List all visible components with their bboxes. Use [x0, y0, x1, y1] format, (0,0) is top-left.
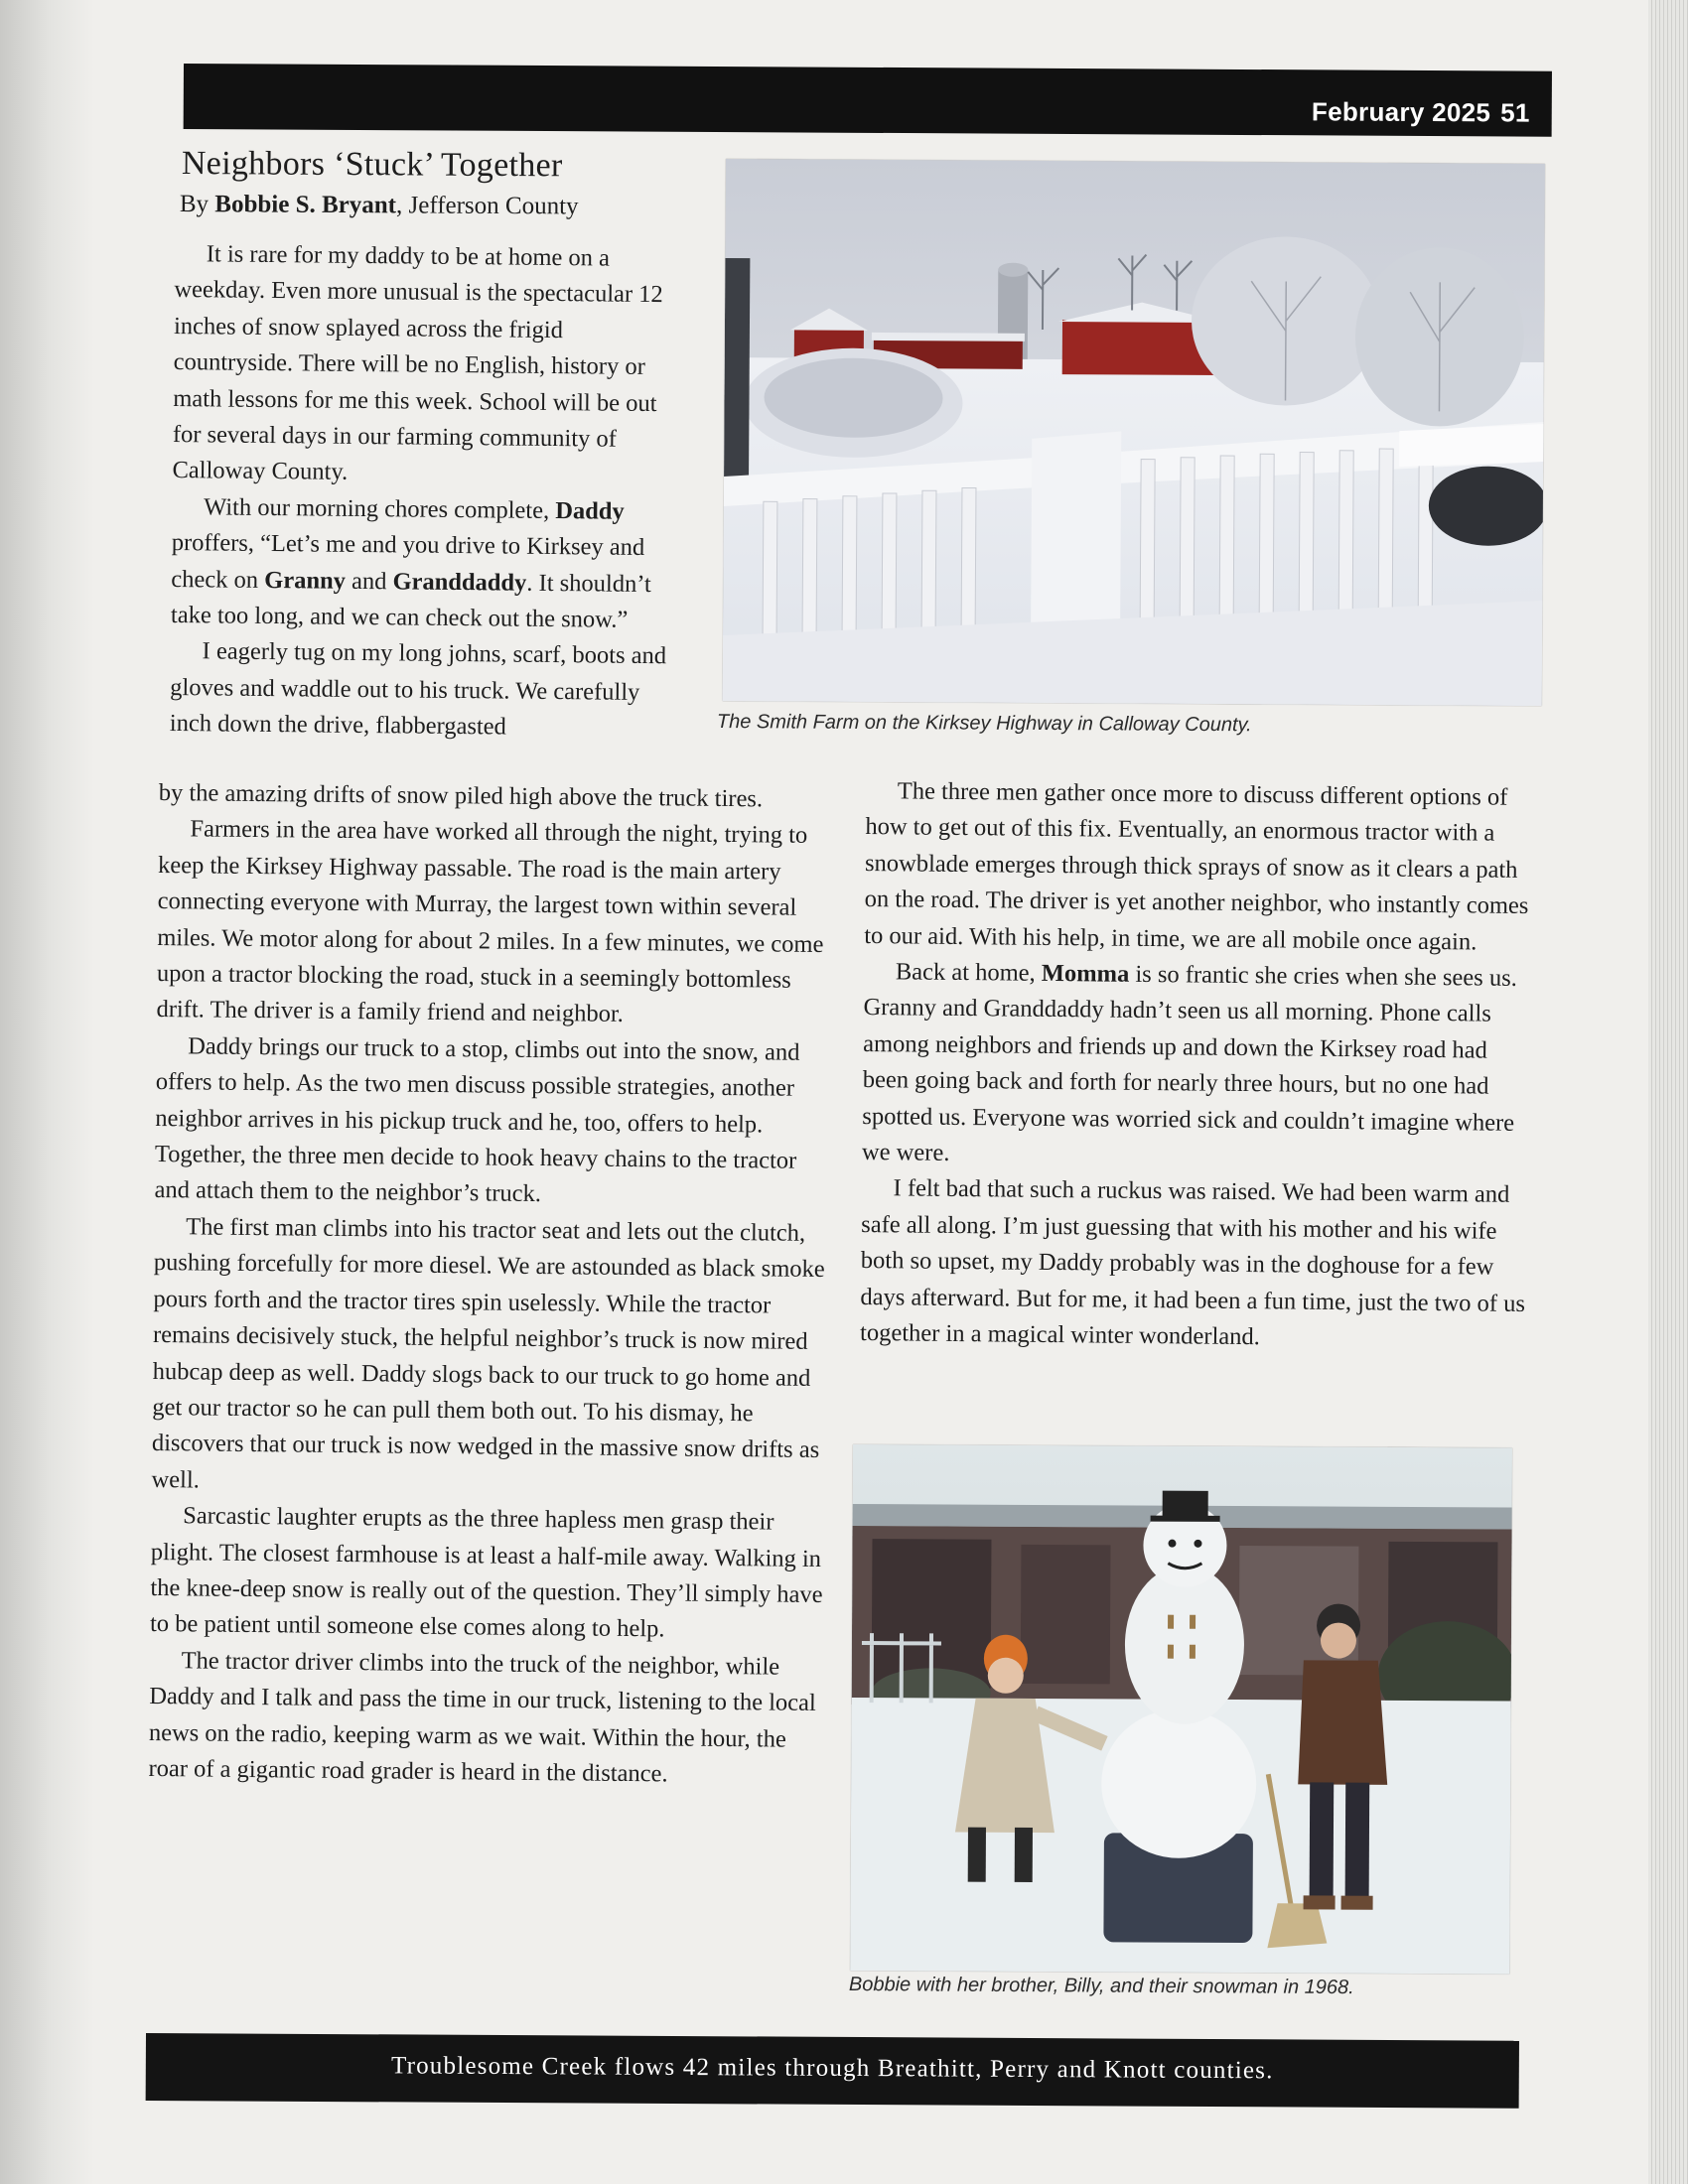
paragraph-5: Daddy brings our truck to a stop, climbs out into the snow, and offers to help. As the two men discuss possible strategies, another neighbor arrives in his pickup truck and he, too, offers to help. Together, the three men decide to hook heavy chains to the tractor and attach them to the neighbor’s truck. [154, 1032, 800, 1208]
paragraph-3a: I eagerly tug on my long johns, scarf, boots and gloves and waddle out to his truck. We carefully inch down the drive, flabbergasted [169, 637, 667, 741]
paragraph-11: I felt bad that such a ruckus was raised. We had been warm and safe all along. I’m just guessing that with his mother and his wife both so upset, my Daddy probably was in the doghouse for a few days afterward. But for me, it had been a fun time, just the two of us together in a magical winter wonderland. [859, 1174, 1526, 1351]
byline [180, 191, 579, 220]
footer-bar [146, 2033, 1519, 2109]
issue-date: February 2025 [1311, 96, 1491, 128]
paragraph-2 [171, 489, 686, 639]
p2-daddy: Daddy [555, 496, 625, 525]
paragraph-1: It is rare for my daddy to be at home on a weekday. Even more unusual is the spectacular 12 inches of snow splayed across the frigid countryside. There will be no English, history or math lessons for me this week. School will be out for several days in our farming community of Calloway County. [172, 240, 663, 486]
author-location: , Jefferson County [395, 192, 579, 220]
p10-text-b: is so frantic she cries when she sees us. Granny and Granddaddy hadn’t seen us all morning. Phone calls among neighbors and friends up and down the Kirksey road had been going back and forth for nearly three hours, but no one had spotted us. Everyone was worried sick and couldn’t imagine where we were. [861, 960, 1517, 1166]
p2-text-b: proffers, “Let’s me and you drive to Kirksey and check on [171, 529, 645, 594]
byline-prefix: By [179, 191, 215, 218]
snowman-photo [850, 1444, 1512, 1974]
p2-text-c: and [345, 567, 393, 595]
header-text [1302, 96, 1530, 128]
p2-granddaddy: Granddaddy [392, 567, 527, 597]
author-name: Bobbie S. Bryant [214, 191, 397, 219]
column-right [860, 773, 1539, 1359]
paragraph-7: Sarcastic laughter erupts as the three hapless men grasp their plight. The closest farmhouse is at least a half-mile away. Walking in the knee-deep snow is really out of the question. They’ll simply have to be patient until someone else comes along to help. [149, 1502, 823, 1643]
page-gutter-shadow [0, 0, 94, 2184]
paragraph-3b: by the amazing drifts of snow piled high above the truck tires. [158, 778, 764, 813]
paragraph-8: The tractor driver climbs into the truck of the neighbor, while Daddy and I talk and pass the time in our truck, listening to the local news on the radio, keeping warm as we wait. Within the hour, the roar of a gigantic road grader is heard in the distance. [148, 1647, 816, 1788]
p2-text-d: . It shouldn’t take too long, and we can check out the snow.” [170, 569, 651, 633]
footer-tagline: Troublesome Creek flows 42 miles through Breathitt, Perry and Knott counties. [390, 2052, 1274, 2085]
p2-text-a: With our morning chores complete, [204, 493, 556, 524]
snowman-photo-illustration [850, 1444, 1512, 1974]
page-number: 51 [1500, 97, 1530, 128]
farm-photo-caption: The Smith Farm on the Kirksey Highway in Calloway County. [716, 711, 1252, 737]
page-edge-stack [1648, 0, 1688, 2184]
column-left-lower [148, 775, 836, 1794]
snowman-photo-caption: Bobbie with her brother, Billy, and their snowman in 1968. [848, 1974, 1354, 1999]
paragraph-9: The three men gather once more to discuss different options of how to get out of this fix. Eventually, an enormous tractor with a snowblade emerges through thick sprays of snow as it clears a path on the road. The driver is yet another neighbor, who instantly comes to our aid. With his help, in time, we are all mobile once again. [864, 777, 1529, 956]
p10-momma: Momma [1041, 959, 1130, 988]
farm-photo-illustration [723, 159, 1545, 706]
farm-photo [723, 159, 1545, 706]
paragraph-4: Farmers in the area have worked all through the night, trying to keep the Kirksey Highway passable. The road is the main artery connecting everyone with Murray, the largest town within several miles. We motor along for about 2 miles. In a few minutes, we come upon a tractor blocking the road, stuck in a seemingly bottomless drift. The driver is a family friend and neighbor. [156, 815, 824, 1028]
p10-text-a: Back at home, [895, 958, 1042, 987]
paragraph-10 [862, 954, 1537, 1178]
article-title: Neighbors ‘Stuck’ Together [181, 145, 563, 185]
column-left-upper [170, 236, 689, 748]
header-bar [184, 64, 1552, 137]
paragraph-6: The first man climbs into his tractor seat and lets out the clutch, pushing forcefully for more diesel. We are astounded as black smoke pours forth and the tractor tires spin uselessly. While the tractor remains decisively stuck, the helpful neighbor’s truck is now mired hubcap deep as well. Daddy slogs back to our truck to go home and get our tractor so he can pull them both out. To his dismay, he discovers that our truck is now wedged in the massive snow drifts as well. [151, 1213, 825, 1494]
p2-granny: Granny [264, 566, 347, 595]
